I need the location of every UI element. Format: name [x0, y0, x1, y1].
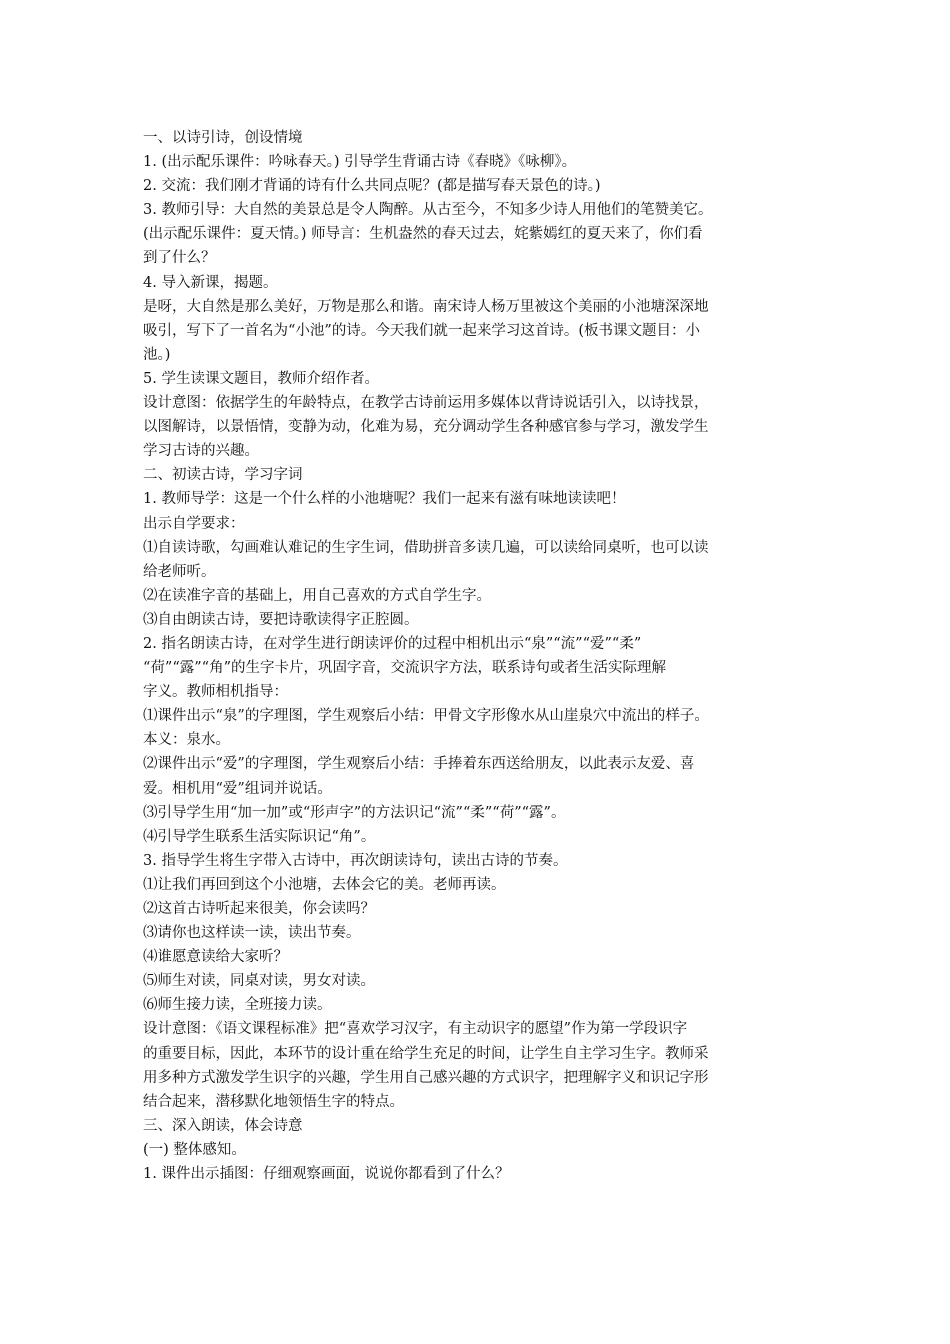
section-heading-2: 二、初读古诗，学习字词 — [143, 467, 303, 484]
paragraph-line: (一) 整体感知。 — [143, 1141, 246, 1158]
design-intent-line: 结合起来，潜移默化地领悟生字的特点。 — [143, 1093, 404, 1110]
design-intent-line: 学习古诗的兴趣。 — [143, 443, 259, 460]
design-intent-line: 的重要目标，因此，本环节的设计重在给学生充足的时间，让学生自主学习生字。教师采 — [143, 1045, 709, 1062]
paragraph-line: “荷”“露”“角”的生字卡片，巩固字音，交流识字方法，联系诗句或者生活实际理解 — [143, 660, 666, 677]
paragraph-line: 1. 课件出示插图：仔细观察画面，说说你都看到了什么？ — [143, 1166, 510, 1183]
paragraph-line: 3. 教师引导：大自然的美景总是令人陶醉。从古至今，不知多少诗人用他们的笔赞美它。 — [143, 202, 713, 219]
list-item-line: ⑶请你也这样读一读，读出节奏。 — [143, 925, 361, 942]
paragraph-line: 5. 学生读课文题目，教师介绍作者。 — [143, 370, 379, 387]
list-item-line: ⑷谁愿意读给大家听？ — [143, 949, 288, 966]
list-item-line: ⑵这首古诗听起来很美，你会读吗？ — [143, 901, 375, 917]
paragraph-line: 2. 交流：我们刚才背诵的诗有什么共同点呢？(都是描写春天景色的诗。) — [143, 178, 601, 195]
design-intent-line: 设计意图：依据学生的年龄特点，在教学古诗前运用多媒体以背诗说话引入，以诗找景， — [143, 395, 709, 412]
section-heading-1: 一、以诗引诗，创设情境 — [143, 130, 303, 146]
paragraph-line: 吸引，写下了一首名为“小池”的诗。今天我们就一起来学习这首诗。(板书课文题目：小 — [143, 322, 700, 339]
paragraph-line: 2. 指名朗读古诗，在对学生进行朗读评价的过程中相机出示“泉”“流”“爱”“柔” — [143, 635, 642, 652]
paragraph-line: (出示配乐课件：夏天情。) 师导言：生机盎然的春天过去，姹紫嫣红的夏天来了，你们看 — [143, 226, 703, 243]
list-item-line: ⑹师生接力读，全班接力读。 — [143, 997, 332, 1014]
document-body — [143, 126, 811, 1186]
paragraph-line: 是呀，大自然是那么美好，万物是那么和谐。南宋诗人杨万里被这个美丽的小池塘深深地 — [143, 298, 709, 315]
paragraph-line: 出示自学要求： — [143, 515, 245, 532]
list-item-line: ⑶自由朗读古诗，要把诗歌读得字正腔圆。 — [143, 611, 419, 628]
paragraph-line: 3. 指导学生将生字带入古诗中，再次朗读诗句，读出古诗的节奏。 — [143, 852, 568, 869]
list-item-line: ⑴课件出示“泉”的字理图，学生观察后小结：甲骨文字形像水从山崖泉穴中流出的样子。 — [143, 708, 709, 725]
paragraph-line: 4. 导入新课，揭题。 — [143, 274, 278, 291]
list-item-line: ⑴自读诗歌，勾画难认难记的生字生词，借助拼音多读几遍，可以读给同桌听，也可以读 — [143, 539, 709, 556]
list-item-line: ⑵课件出示“爱”的字理图，学生观察后小结：手捧着东西送给朋友，以此表示友爱、喜 — [143, 756, 695, 773]
list-item-line: 本义：泉水。 — [143, 732, 230, 749]
list-item-line: 给老师听。 — [143, 563, 216, 580]
section-heading-3: 三、深入朗读，体会诗意 — [143, 1117, 303, 1134]
list-item-line: 爱。相机用“爱”组词并说话。 — [143, 780, 332, 797]
design-intent-line: 用多种方式激发学生识字的兴趣，学生用自己感兴趣的方式识字，把理解字义和识记字形 — [143, 1069, 709, 1086]
list-item-line: ⑶引导学生用“加一加”或“形声字”的方法识记“流”“柔”“荷”“露”。 — [143, 804, 566, 821]
paragraph-line: 池。) — [143, 346, 171, 363]
list-item-line: ⑵在读准字音的基础上，用自己喜欢的方式自学生字。 — [143, 587, 491, 604]
design-intent-line: 以图解诗，以景悟情，变静为动，化难为易，充分调动学生各种感官参与学习，激发学生 — [143, 419, 709, 436]
list-item-line: ⑸师生对读，同桌对读，男女对读。 — [143, 973, 375, 990]
paragraph-line: 1. 教师导学：这是一个什么样的小池塘呢？我们一起来有滋有味地读读吧！ — [143, 491, 626, 508]
paragraph-line: 到了什么？ — [143, 250, 216, 267]
list-item-line: ⑷引导学生联系生活实际识记“角”。 — [143, 828, 376, 845]
paragraph-line: 字义。教师相机指导： — [143, 684, 288, 701]
list-item-line: ⑴让我们再回到这个小池塘，去体会它的美。老师再读。 — [143, 876, 506, 893]
paragraph-line: 1. (出示配乐课件：吟咏春天。) 引导学生背诵古诗《春晓》《咏柳》。 — [143, 154, 577, 171]
design-intent-line: 设计意图：《语文课程标准》把“喜欢学习汉字，有主动识字的愿望”作为第一学段识字 — [143, 1021, 688, 1038]
